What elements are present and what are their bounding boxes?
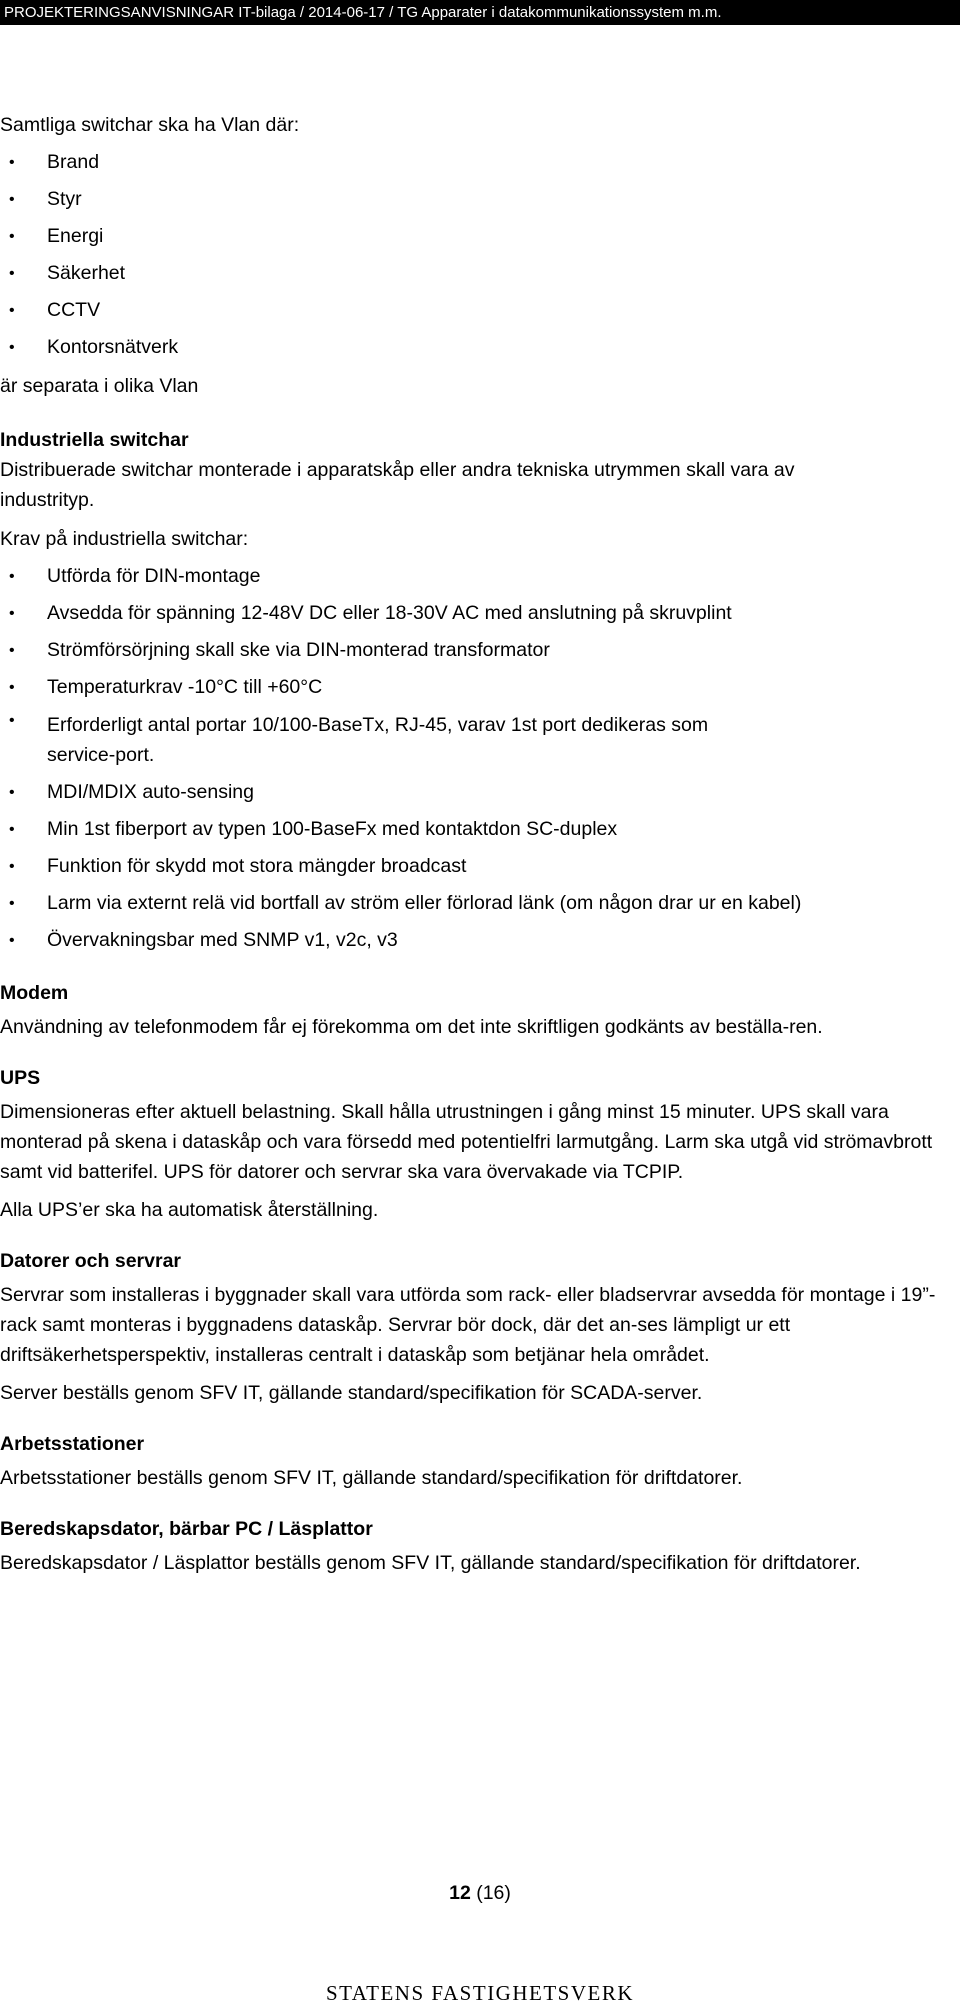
list-item: • Funktion för skydd mot stora mängder broadcast — [0, 848, 948, 885]
modem-paragraph: Användning av telefonmodem får ej förekomma om det inte skriftligen godkänts av beställa-ren. — [0, 1016, 823, 1038]
industrial-req-list — [0, 558, 948, 959]
industrial-paragraph-line2: industrityp. — [0, 489, 95, 511]
list-item: • Erforderligt antal portar 10/100-BaseTx, RJ-45, varav 1st port dedikeras som service-port. — [0, 706, 948, 774]
industrial-paragraph — [0, 455, 948, 515]
list-item: • Utförda för DIN-montage — [0, 558, 948, 595]
header-text: PROJEKTERINGSANVISNINGAR IT-bilaga / 2014-06-17 / TG Apparater i datakommunikationssystem m.m. — [4, 4, 722, 21]
list-item: • Kontorsnätverk — [0, 329, 948, 366]
workstations-paragraph: Arbetsstationer beställs genom SFV IT, gällande standard/specifikation för driftdatorer. — [0, 1467, 743, 1489]
list-item: • MDI/MDIX auto-sensing — [0, 774, 948, 811]
section-heading-industrial: Industriella switchar — [0, 429, 189, 451]
list-item: • Energi — [0, 218, 948, 255]
list-item: • Temperaturkrav -10°C till +60°C — [0, 669, 948, 706]
vlan-list — [0, 144, 948, 366]
page-total: (16) — [476, 1882, 511, 1904]
section-heading-standby: Beredskapsdator, bärbar PC / Läsplattor — [0, 1518, 373, 1540]
servers-paragraph: Servrar som installeras i byggnader skall vara utförda som rack- eller bladservrar avsedda för montage i 19”-rack samt monteras i byggnadens dataskåp. Servrar bör dock, där det an-ses lämpligt ur ett driftsäkerhetsperspektiv, installeras centralt i dataskåp som betjänar hela området. — [0, 1284, 936, 1366]
list-item: • Säkerhet — [0, 255, 948, 292]
document-header — [0, 0, 960, 25]
section-heading-workstations: Arbetsstationer — [0, 1433, 145, 1455]
brand-wordmark: STATENS FASTIGHETSVERK — [325, 1981, 635, 2005]
list-item: • Brand — [0, 144, 948, 181]
list-item: • Avsedda för spänning 12-48V DC eller 18-30V AC med anslutning på skruvplint — [0, 595, 948, 632]
section-heading-ups: UPS — [0, 1067, 41, 1089]
document-body — [0, 107, 948, 1578]
page-current: 12 — [449, 1882, 471, 1904]
list-item: • Styr — [0, 181, 948, 218]
industrial-paragraph-line1: Distribuerade switchar monterade i apparatskåp eller andra tekniska utrymmen skall vara av — [0, 459, 795, 481]
section-heading-modem: Modem — [0, 982, 69, 1004]
list-item: • Min 1st fiberport av typen 100-BaseFx med kontaktdon SC-duplex — [0, 811, 948, 848]
ups-paragraph: Dimensioneras efter aktuell belastning. Skall hålla utrustningen i gång minst 15 minuter. UPS skall vara monterad på skena i dataskåp och vara försedd med potentielfri larmutgång. Larm ska utgå vid strömavbrott samt vid batterifel. UPS för datorer och servrar ska vara övervakade via TCPIP. — [0, 1101, 933, 1183]
list-item: • Övervakningsbar med SNMP v1, v2c, v3 — [0, 922, 948, 959]
list-item: • CCTV — [0, 292, 948, 329]
ups-paragraph-2: Alla UPS’er ska ha automatisk återställning. — [0, 1199, 379, 1221]
list-item: • Larm via externt relä vid bortfall av ström eller förlorad länk (om någon drar ur en kabel) — [0, 885, 948, 922]
vlan-intro: Samtliga switchar ska ha Vlan där: — [0, 114, 300, 136]
vlan-outro: är separata i olika Vlan — [0, 375, 199, 397]
servers-paragraph-2: Server beställs genom SFV IT, gällande standard/specifikation för SCADA-server. — [0, 1382, 703, 1404]
list-item: • Strömförsörjning skall ske via DIN-monterad transformator — [0, 632, 948, 669]
standby-paragraph: Beredskapsdator / Läsplattor beställs genom SFV IT, gällande standard/specifikation för driftdatorer. — [0, 1552, 861, 1574]
page-number — [0, 1882, 960, 1905]
industrial-req-intro: Krav på industriella switchar: — [0, 528, 249, 550]
section-heading-servers: Datorer och servrar — [0, 1250, 182, 1272]
